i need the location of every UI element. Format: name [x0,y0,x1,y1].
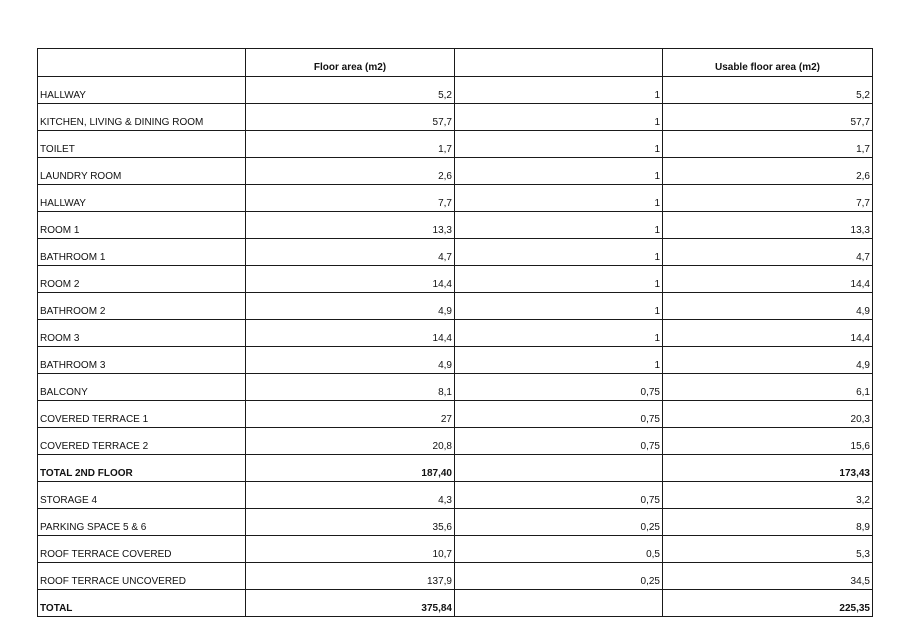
floor-area-cell: 7,7 [246,185,455,212]
floor-area-cell: 4,3 [246,482,455,509]
total-row [38,590,873,617]
usable-area-cell: 4,9 [663,293,873,320]
room-name-cell: ROOF TERRACE UNCOVERED [38,563,246,590]
room-name-cell: ROOM 2 [38,266,246,293]
room-name-cell: COVERED TERRACE 1 [38,401,246,428]
coefficient-cell [455,590,663,617]
table-row [38,239,873,266]
usable-area-cell: 1,7 [663,131,873,158]
floor-area-cell: 13,3 [246,212,455,239]
floor-area-cell: 5,2 [246,77,455,104]
table-row [38,509,873,536]
room-name-cell: TOILET [38,131,246,158]
floor-area-cell: 8,1 [246,374,455,401]
table-row [38,401,873,428]
usable-area-cell: 6,1 [663,374,873,401]
floor-area-cell: 10,7 [246,536,455,563]
table-header [38,49,873,77]
room-name-cell: BATHROOM 1 [38,239,246,266]
usable-area-cell: 173,43 [663,455,873,482]
table-row [38,104,873,131]
room-name-cell: ROOF TERRACE COVERED [38,536,246,563]
usable-area-cell: 57,7 [663,104,873,131]
coefficient-cell: 0,75 [455,401,663,428]
floor-area-cell: 27 [246,401,455,428]
usable-area-cell: 14,4 [663,266,873,293]
usable-area-cell: 8,9 [663,509,873,536]
floor-area-cell: 14,4 [246,320,455,347]
floor-area-cell: 35,6 [246,509,455,536]
total-row [38,455,873,482]
floor-area-cell: 14,4 [246,266,455,293]
table-row [38,158,873,185]
room-name-cell: ROOM 3 [38,320,246,347]
floor-area-cell: 20,8 [246,428,455,455]
usable-area-cell: 5,3 [663,536,873,563]
table-row [38,131,873,158]
table-row [38,563,873,590]
floor-area-cell: 1,7 [246,131,455,158]
floor-area-cell: 57,7 [246,104,455,131]
coefficient-cell: 1 [455,266,663,293]
coefficient-cell: 1 [455,158,663,185]
coefficient-cell: 0,25 [455,509,663,536]
table-row [38,320,873,347]
usable-area-cell: 34,5 [663,563,873,590]
table-row [38,185,873,212]
table-row [38,77,873,104]
usable-area-cell: 13,3 [663,212,873,239]
table-row [38,482,873,509]
usable-area-cell: 2,6 [663,158,873,185]
floor-area-cell: 137,9 [246,563,455,590]
usable-area-cell: 3,2 [663,482,873,509]
coefficient-cell: 1 [455,212,663,239]
coefficient-cell: 1 [455,347,663,374]
coefficient-cell: 0,75 [455,482,663,509]
usable-area-cell: 15,6 [663,428,873,455]
room-name-cell: KITCHEN, LIVING & DINING ROOM [38,104,246,131]
coefficient-cell: 1 [455,77,663,104]
coefficient-cell: 0,75 [455,374,663,401]
table-row [38,212,873,239]
floor-area-cell: 4,9 [246,293,455,320]
room-name-cell: BATHROOM 2 [38,293,246,320]
floor-area-cell: 2,6 [246,158,455,185]
usable-area-cell: 20,3 [663,401,873,428]
coefficient-cell: 0,75 [455,428,663,455]
room-name-cell: BATHROOM 3 [38,347,246,374]
coefficient-cell: 1 [455,131,663,158]
usable-area-cell: 225,35 [663,590,873,617]
room-name-cell: HALLWAY [38,185,246,212]
room-name-cell: BALCONY [38,374,246,401]
room-name-cell: ROOM 1 [38,212,246,239]
floor-area-cell: 4,7 [246,239,455,266]
coefficient-cell: 0,5 [455,536,663,563]
coefficient-cell: 1 [455,239,663,266]
coefficient-cell [455,455,663,482]
floor-area-cell: 375,84 [246,590,455,617]
header-usable-area: Usable floor area (m2) [663,49,873,77]
coefficient-cell: 1 [455,104,663,131]
coefficient-cell: 1 [455,320,663,347]
room-name-cell: TOTAL [38,590,246,617]
room-name-cell: TOTAL 2ND FLOOR [38,455,246,482]
header-floor-area: Floor area (m2) [246,49,455,77]
header-coefficient [455,49,663,77]
floor-area-cell: 4,9 [246,347,455,374]
header-room [38,49,246,77]
room-name-cell: COVERED TERRACE 2 [38,428,246,455]
table-row [38,293,873,320]
room-name-cell: STORAGE 4 [38,482,246,509]
table-row [38,428,873,455]
floor-area-cell: 187,40 [246,455,455,482]
table-row [38,347,873,374]
usable-area-cell: 4,9 [663,347,873,374]
coefficient-cell: 1 [455,185,663,212]
header-row [38,49,873,77]
table-body [38,77,873,617]
table-row [38,266,873,293]
room-name-cell: LAUNDRY ROOM [38,158,246,185]
room-name-cell: PARKING SPACE 5 & 6 [38,509,246,536]
usable-area-cell: 4,7 [663,239,873,266]
usable-area-cell: 5,2 [663,77,873,104]
room-name-cell: HALLWAY [38,77,246,104]
table-row [38,374,873,401]
floor-area-table [37,48,873,617]
usable-area-cell: 14,4 [663,320,873,347]
table-row [38,536,873,563]
usable-area-cell: 7,7 [663,185,873,212]
coefficient-cell: 0,25 [455,563,663,590]
coefficient-cell: 1 [455,293,663,320]
